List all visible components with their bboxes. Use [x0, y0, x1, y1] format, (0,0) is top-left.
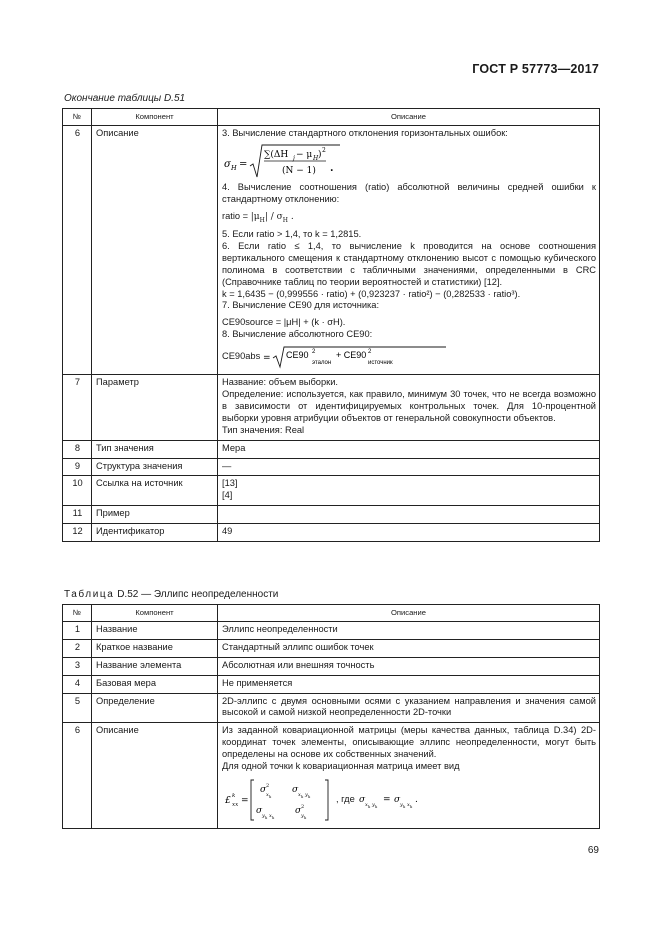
table2-caption [64, 589, 278, 600]
col-component-header: Компонент [92, 605, 218, 622]
col-description-header: Описание [218, 605, 600, 622]
table1-caption: Окончание таблицы D.51 [64, 93, 186, 104]
row-description [218, 375, 600, 440]
svg-text:=: = [241, 795, 249, 806]
sigma-h-formula [222, 142, 352, 180]
svg-text:y: y [399, 801, 403, 808]
table2-caption-title: D.52 — Эллипс неопределенности [117, 589, 279, 600]
svg-text:k: k [265, 814, 268, 820]
row-component: Базовая мера [92, 675, 218, 693]
svg-text:x: x [269, 812, 272, 819]
svg-text:j: j [293, 154, 295, 162]
row-description: Абсолютная или внешняя точность [218, 657, 600, 675]
row-no: 5 [63, 693, 92, 723]
table-row [63, 675, 600, 693]
svg-text:+ CE90: + CE90 [336, 350, 367, 361]
row-component: Название [92, 622, 218, 640]
svg-text:k: k [308, 793, 311, 799]
svg-text:2: 2 [322, 146, 326, 154]
ce90-source-formula: CE90source = |μH| + (k · σH). [222, 317, 346, 328]
svg-text:− μ: − μ [296, 149, 313, 160]
table-row [63, 458, 600, 476]
covariance-lead: Для одной точки k ковариационная матрица имеет вид [222, 761, 460, 772]
step5-text: 5. Если ratio > 1,4, то k = 1,2815. [222, 229, 362, 240]
reference-2: [4] [222, 490, 233, 501]
row-component: Параметр [92, 375, 218, 440]
svg-text:y: y [371, 801, 375, 808]
step4-text: 4. Вычисление соотношения (ratio) абсолютной величины средней ошибки к стандартному отклонению: [222, 181, 596, 204]
svg-text:.: . [414, 794, 418, 805]
row-no: 1 [63, 622, 92, 640]
table-row [63, 524, 600, 542]
param-type: Тип значения: Real [222, 424, 305, 435]
svg-text:σ: σ [260, 784, 267, 795]
row-component: Определение [92, 693, 218, 723]
row-description [218, 126, 600, 375]
row-component: Структура значения [92, 458, 218, 476]
svg-text:.: . [330, 162, 334, 174]
row-no: 4 [63, 675, 92, 693]
svg-text:источник: источник [368, 360, 393, 367]
ratio-label: ratio = [222, 210, 249, 221]
svg-text:x: x [406, 801, 410, 808]
svg-text:эталон: эталон [312, 360, 332, 367]
ce90-abs-expression [260, 345, 450, 369]
covariance-matrix [224, 777, 332, 823]
svg-text:k: k [232, 792, 236, 799]
svg-text:x: x [298, 791, 301, 798]
svg-text:y: y [305, 791, 308, 798]
svg-text:=: = [263, 353, 271, 364]
svg-text:k: k [269, 793, 272, 799]
row-description [218, 506, 600, 524]
svg-text:σ: σ [256, 805, 263, 816]
covariance-formula [224, 777, 596, 823]
row-description: Стандартный эллипс ошибок точек [218, 639, 600, 657]
row-component: Краткое название [92, 639, 218, 657]
table-row [63, 506, 600, 524]
step8-text: 8. Вычисление абсолютного CE90: [222, 329, 373, 340]
symmetry-formula [355, 790, 435, 810]
row-component: Пример [92, 506, 218, 524]
table-row [63, 375, 600, 440]
page-number: 69 [587, 845, 599, 856]
row-description: Эллипс неопределенности [218, 622, 600, 640]
row-no: 6 [63, 723, 92, 829]
table-row [63, 693, 600, 723]
row-no: 3 [63, 657, 92, 675]
svg-text:k: k [304, 814, 307, 820]
col-no-header: № [63, 109, 92, 126]
row-description: — [218, 458, 600, 476]
svg-text:σ: σ [393, 794, 400, 805]
row-no: 7 [63, 375, 92, 440]
table-row [63, 476, 600, 506]
table-row [63, 622, 600, 640]
svg-text:2: 2 [368, 349, 372, 356]
row-description: Не применяется [218, 675, 600, 693]
svg-text:k: k [409, 803, 413, 809]
table-row [63, 639, 600, 657]
svg-text:=: = [239, 158, 248, 170]
step3-text: 3. Вычисление стандартного отклонения горизонтальных ошибок: [222, 128, 508, 138]
param-definition: Определение: используется, как правило, минимум 30 точек, что не всегда возможно в зависимости от идентифицируемых контрольных точек. Для 10-процентной выборки уровня атрибуции объектов от генеральной совокупности объектов. [222, 389, 596, 423]
table-row [63, 723, 600, 829]
row-description [218, 723, 600, 829]
row-no: 9 [63, 458, 92, 476]
svg-text:∑(ΔH: ∑(ΔH [264, 149, 289, 160]
table-header-row [63, 605, 600, 622]
svg-text:k: k [374, 803, 378, 809]
svg-text:x: x [364, 801, 368, 808]
ce90-abs-formula [222, 345, 596, 369]
row-description: Мера [218, 440, 600, 458]
reference-1: [13] [222, 478, 238, 489]
svg-text:2: 2 [301, 803, 305, 810]
ratio-formula [222, 211, 596, 224]
svg-text:2: 2 [312, 349, 316, 356]
svg-text:xx: xx [232, 801, 239, 808]
row-component: Описание [92, 126, 218, 375]
ratio-expression: $|\mu_H| / \sigma_H$ . [250, 211, 294, 224]
svg-text:y: y [301, 812, 304, 819]
row-no: 11 [63, 506, 92, 524]
row-component: Описание [92, 723, 218, 829]
row-no: 8 [63, 440, 92, 458]
covariance-intro: Из заданной ковариационной матрицы (меры качества данных, таблица D.34) 2D-координат точек элементы, описывающие эллипс неопределенности, могут быть определены на основе их собственных значений. [222, 725, 596, 760]
svg-text:σ: σ [224, 158, 231, 170]
step6-text: 6. Если ratio ≤ 1,4, то вычисление k проводится на основе соотношения вертикального смещения к стандартному отклонению высот с помощью кубического полинома в соответствии с табличными значениями, определенными в CRC (Справочнике таблиц по теории вероятностей и статистики) [12]. [222, 241, 596, 287]
svg-text:): ) [318, 149, 322, 160]
row-component: Идентификатор [92, 524, 218, 542]
where-text: , где [336, 793, 355, 804]
step7-text: 7. Вычисление CE90 для источника: [222, 300, 380, 311]
row-no: 6 [63, 126, 92, 375]
table-row [63, 657, 600, 675]
row-no: 10 [63, 476, 92, 506]
table-row [63, 440, 600, 458]
svg-text:H: H [313, 154, 319, 162]
svg-text:y: y [262, 812, 265, 819]
row-component: Ссылка на источник [92, 476, 218, 506]
row-description: 49 [218, 524, 600, 542]
svg-text:£: £ [225, 795, 231, 806]
ce90-abs-label: CE90abs [222, 351, 261, 362]
row-component: Название элемента [92, 657, 218, 675]
col-description-header: Описание [218, 109, 600, 126]
param-name: Название: объем выборки. [222, 377, 338, 388]
document-id: ГОСТ Р 57773—2017 [472, 62, 599, 76]
row-component: Тип значения [92, 440, 218, 458]
svg-text:σ: σ [295, 805, 302, 816]
svg-text:k: k [367, 803, 371, 809]
svg-text:k: k [272, 814, 275, 820]
table-row [63, 126, 600, 375]
row-description: 2D-эллипс с двумя основными осями с указанием направления и значения самой высокой и самой низкой неопределенности 2D-точки [218, 693, 600, 723]
svg-text:k: k [402, 803, 406, 809]
svg-text:σ: σ [358, 794, 365, 805]
col-no-header: № [63, 605, 92, 622]
svg-text:(N − 1): (N − 1) [282, 165, 316, 176]
table2-caption-label: Таблица [64, 589, 115, 600]
table-d51 [62, 108, 600, 542]
k-formula: k = 1,6435 − (0,999556 · ratio) + (0,923237 · ratio²) − (0,282533 · ratio³). [222, 288, 521, 299]
row-description [218, 476, 600, 506]
table-header-row [63, 109, 600, 126]
row-no: 12 [63, 524, 92, 542]
table-d52 [62, 604, 600, 829]
svg-text:H: H [231, 163, 237, 172]
svg-text:x: x [266, 791, 269, 798]
svg-text:k: k [301, 793, 304, 799]
svg-text:σ: σ [292, 784, 299, 795]
col-component-header: Компонент [92, 109, 218, 126]
svg-text:2: 2 [266, 782, 270, 789]
svg-text:=: = [382, 794, 391, 805]
svg-text:CE90: CE90 [286, 350, 309, 361]
row-no: 2 [63, 639, 92, 657]
